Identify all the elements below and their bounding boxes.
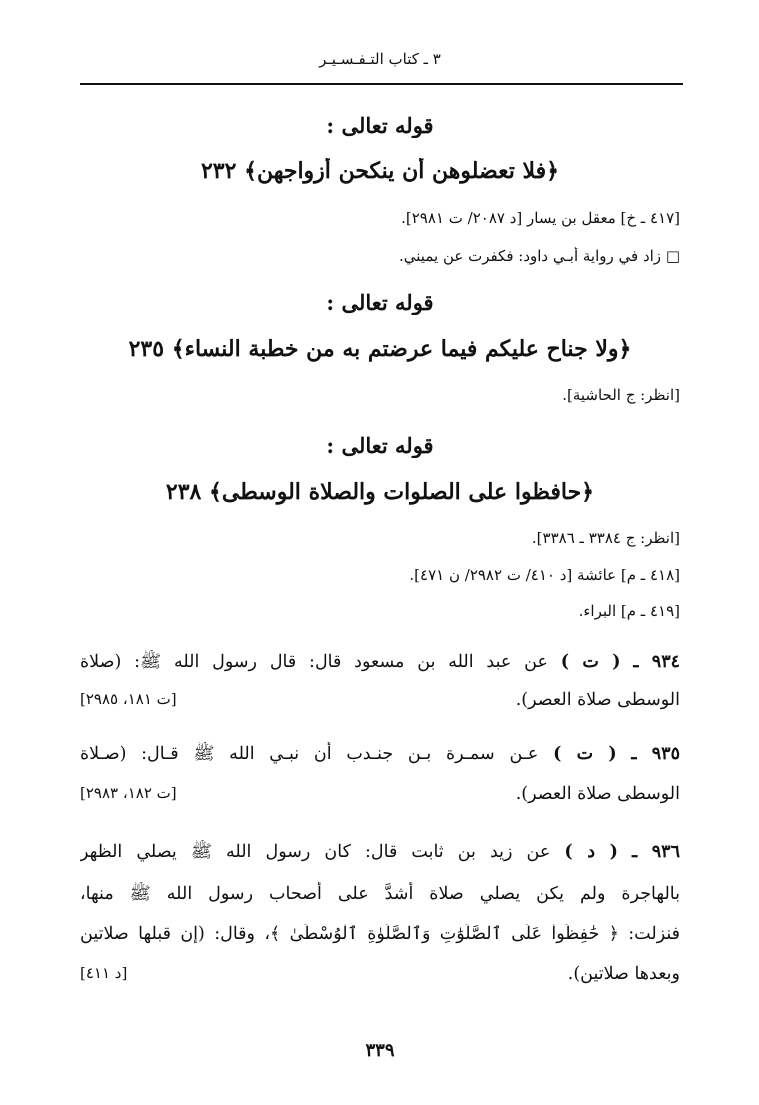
reference-line: [٤١٩ ـ م] البراء.	[578, 602, 680, 620]
hadith-936-line-4	[80, 964, 680, 984]
hadith-936-line-3: فنزلت: ﴿ حَٰفِظُواْ عَلَى ٱلصَّلَوَٰتِ وَٱلصَّلَوٰةِ ٱلْوُسْطَىٰ ﴾، وقال: (إن قبلها صلاتين	[80, 924, 680, 944]
page-number: ٣٣٩	[365, 1040, 395, 1061]
hadith-text: عـن سمـرة بـن جنـدب أن نبـي الله ﷺ قـال: (صـلاة	[80, 744, 539, 764]
hadith-reference: [ت ١٨١، ٢٩٨٥]	[80, 690, 177, 708]
hadith-text: عن عبد الله بن مسعود قال: قال رسول الله ﷺ: (صلاة	[80, 652, 548, 672]
header-rule	[80, 83, 683, 85]
hadith-934-line-2	[80, 690, 680, 710]
hadith-source: ( د )	[564, 842, 618, 862]
hadith-source: ( ت )	[560, 652, 621, 672]
section-heading: قوله تعالى :	[326, 433, 434, 458]
verse-title: ﴿ولا جناح عليكم فيما عرضتم به من خطبة النساء﴾ ٢٣٥	[128, 336, 632, 362]
running-title: ٣ ـ كتاب التـفـسـيـر	[319, 50, 441, 68]
hadith-source: ( ت )	[553, 744, 617, 764]
hadith-text: عن زيد بن ثابت قال: كان رسول الله ﷺ يصلي الظهر	[80, 842, 551, 862]
hadith-text: الوسطى صلاة العصر).	[515, 784, 680, 804]
hadith-number: ٩٣٦ ـ	[632, 842, 680, 862]
verse-title: ﴿حافظوا على الصلوات والصلاة الوسطى﴾ ٢٣٨	[165, 479, 595, 505]
hadith-935-line-2	[80, 784, 680, 804]
reference-line: [انظر: ج ٣٣٨٤ ـ ٣٣٨٦].	[531, 529, 680, 547]
hadith-text: الوسطى صلاة العصر).	[515, 690, 680, 710]
hadith-936-line-2: بالهاجرة ولم يكن يصلي صلاة أشدَّ على أصحاب رسول الله ﷺ منها،	[80, 884, 680, 904]
hadith-935-line-1	[80, 742, 680, 768]
reference-line: [انظر: ج الحاشية].	[562, 386, 680, 404]
hadith-text: وبعدها صلاتين).	[567, 964, 680, 984]
riwaya-note: □ زاد في رواية أبـي داود: فكفرت عن يميني.	[399, 247, 680, 265]
section-heading: قوله تعالى :	[326, 290, 434, 315]
hadith-number: ٩٣٥ ـ	[631, 744, 680, 764]
hadith-reference: [د ٤١١]	[80, 964, 128, 982]
hadith-reference: [ت ١٨٢، ٢٩٨٣]	[80, 784, 177, 802]
hadith-936-line-1	[80, 840, 680, 866]
verse-title: ﴿فلا تعضلوهن أن ينكحن أزواجهن﴾ ٢٣٢	[200, 158, 560, 184]
section-heading: قوله تعالى :	[326, 113, 434, 138]
hadith-number: ٩٣٤ ـ	[633, 652, 680, 672]
reference-line: [٤١٧ ـ خ] معقل بن يسار [د ٢٠٨٧/ ت ٢٩٨١].	[401, 209, 680, 227]
hadith-934-line-1	[80, 650, 680, 676]
reference-line: [٤١٨ ـ م] عائشة [د ٤١٠/ ت ٢٩٨٢/ ن ٤٧١].	[409, 566, 680, 584]
